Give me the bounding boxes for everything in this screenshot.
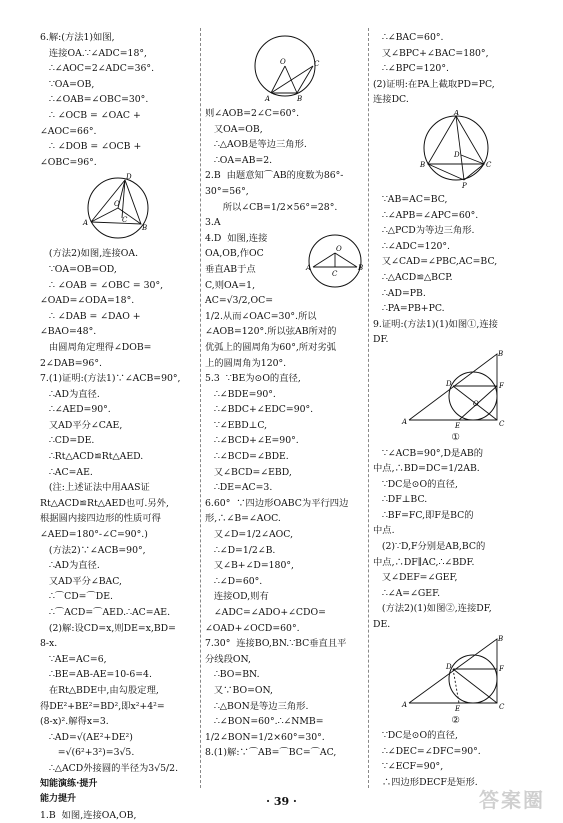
text-line: ∵OA=OB=OD, (40, 263, 117, 275)
svg-text:F: F (498, 381, 504, 390)
svg-text:D: D (125, 173, 132, 182)
text-line: ∴AD为直径. (40, 560, 100, 572)
svg-text:D: D (453, 150, 460, 159)
text-line: ∴ ∠OAB = ∠OBC = 30°, (40, 279, 164, 291)
text-line: 又∠DEF=∠GEF, (373, 572, 458, 584)
text-line: ∴∠AOC=2∠ADC=36°. (40, 63, 155, 75)
text-line: 得DE²+BE²=BD²,即x²+4²= (40, 700, 165, 712)
svg-text:D: D (445, 662, 452, 671)
text-line: DE. (373, 619, 391, 631)
text-line: ∴OA=AB=2. (205, 154, 273, 166)
text-line: 则∠AOB=2∠C=60°. (205, 108, 300, 119)
text-line: ∴PA=PB+PC. (373, 303, 445, 315)
text-line: 垂直AB于点 (205, 263, 256, 275)
svg-text:B: B (297, 95, 303, 103)
text-line: ∴△PCD为等边三角形. (373, 225, 475, 237)
text-line: ∴∠ADC=120°. (373, 240, 450, 252)
text-line: 中点,∴BD=DC=1/2AB. (373, 463, 480, 475)
svg-text:B: B (497, 634, 503, 643)
circle-figure-q8 (414, 110, 498, 190)
text-line: =√(6²+3²)=3√5. (40, 747, 135, 759)
text-line: ∴ ∠OCB = ∠OAC + (40, 109, 141, 121)
text-line: 中点,∴DF∥AC,∴∠BDF. (373, 556, 475, 568)
text-line: 3.A (205, 217, 221, 229)
text-line: ∴DF⊥BC. (373, 494, 428, 506)
column-divider-1 (200, 28, 201, 788)
triangle-circle-figure-1 (401, 350, 511, 428)
svg-text:P: P (461, 181, 467, 190)
text-line: 连接DC. (373, 94, 409, 106)
column-divider-2 (368, 28, 369, 788)
svg-text:D: D (445, 379, 452, 388)
svg-text:B: B (141, 224, 147, 233)
text-line: ∵∠ACB=90°,D是AB的 (373, 447, 484, 459)
text-line: 分线段ON, (205, 653, 252, 665)
text-line: ∴∠D=60°. (205, 575, 263, 587)
text-line: 又AD平分∠CAE, (40, 419, 123, 431)
text-line: ∠AOC=66°. (40, 125, 97, 137)
page-number: · 39 · (266, 795, 297, 808)
text-line: ∵AB=AC=BC, (373, 193, 448, 205)
text-line: C,则OA=1, (205, 279, 256, 291)
text-line: ∴⌒CD=⌒DE. (40, 591, 113, 603)
svg-text:A: A (401, 700, 407, 709)
text-line: 又∠CAD=∠PBC,AC=BC, (373, 256, 498, 268)
svg-text:B: B (419, 160, 425, 169)
text-line: ∴BF=FC,即F是BC的 (373, 509, 474, 521)
svg-text:O: O (472, 399, 479, 408)
text-line: ∴BO=BN. (205, 669, 260, 681)
text-line: 又∠BPC+∠BAC=180°, (373, 47, 489, 59)
svg-text:C: C (314, 60, 320, 68)
text-line: AC=√3/2,OC= (205, 295, 273, 307)
text-line: ∴∠BAC=60°. (373, 32, 444, 43)
text-line: ∴∠DEC=∠DFC=90°. (373, 745, 481, 757)
svg-text:C: C (121, 216, 127, 225)
svg-text:B: B (358, 263, 364, 272)
text-line: 所以∠CB=1/2×56°=28°. (205, 201, 338, 213)
text-line: ∴∠BDE=90°. (205, 388, 276, 400)
svg-text:A: A (453, 109, 459, 117)
subsection-heading: 能力提升 (40, 794, 77, 805)
text-line: 又AD平分∠BAC, (40, 575, 123, 587)
text-line: 形,∴∠B=∠AOC. (205, 513, 281, 525)
column-2 (205, 30, 365, 761)
text-line: 又∵BO=ON, (205, 684, 274, 696)
text-line: 1/2∠BON=1/2×60°=30°. (205, 731, 325, 743)
text-line: ∴DE=AC=3. (205, 482, 273, 494)
text-line: 2∠DAB=96°. (40, 357, 102, 369)
text-line: ∵∠ECF=90°, (373, 761, 444, 773)
svg-text:A: A (265, 95, 271, 103)
svg-text:E: E (454, 421, 460, 428)
text-line: ∴∠BCD=∠BDE. (205, 451, 289, 463)
text-line: 6.60° ∵四边形OABC为平行四边 (205, 497, 349, 509)
svg-text:A: A (82, 219, 88, 228)
text-line: 连接OA.∵∠ADC=18°, (40, 47, 147, 59)
text-line: (方法2)如图,连接OA. (40, 248, 139, 260)
text-line: ∵∠EBD⊥C, (205, 419, 268, 431)
column-1 (40, 30, 195, 823)
text-line: ∴∠APB=∠APC=60°. (373, 209, 479, 221)
text-line: ∠AOB=120°.所以弦AB所对的 (205, 326, 337, 338)
text-line: ∴∠AED=90°. (40, 404, 111, 416)
text-line: ∠OBC=96°. (40, 156, 97, 168)
text-line: ∵AE=AC=6, (40, 653, 107, 665)
text-line: (方法2)∵∠ACB=90°, (40, 544, 146, 556)
text-line: ∴∠BON=60°.∴∠NMB= (205, 716, 324, 728)
svg-text:E: E (454, 704, 460, 711)
figure-label-2: ② (451, 714, 460, 726)
text-line: ∴AC=AE. (40, 466, 93, 478)
text-line: 又OA=OB, (205, 123, 263, 135)
text-line: ∵DC是⊙O的直径, (373, 730, 458, 742)
text-line: 又∠D=1/2∠AOC, (205, 529, 294, 541)
text-line: ∴∠A=∠GEF. (373, 587, 441, 599)
text-line: 6.解:(方法1)如图, (40, 32, 115, 43)
text-line: ∴∠OAB=∠OBC=30°. (40, 94, 149, 106)
text-line: (2)∵D,F分别是AB,BC的 (373, 541, 486, 553)
text-line: 优弧上的圆周角为60°,所对劣弧 (205, 341, 336, 353)
text-line: 9.证明:(方法1)(1)如图①,连接 (373, 318, 498, 330)
text-line: ∴AD=√(AE²+DE²) (40, 731, 133, 743)
text-line: (8-x)².解得x=3. (40, 716, 109, 728)
text-line: ∴AD为直径. (40, 388, 100, 400)
svg-text:O: O (336, 244, 342, 253)
svg-text:A: A (401, 417, 407, 426)
text-line: 7.(1)证明:(方法1)∵∠ACB=90°, (40, 373, 181, 385)
text-line: (方法2)(1)如图②,连接DF, (373, 603, 492, 615)
text-line: ∠ADC=∠ADO+∠CDO= (205, 607, 326, 618)
text-line: ∴AD=PB. (373, 287, 426, 299)
text-line: ∠AED=180°-∠C=90°.) (40, 529, 148, 541)
text-line: 5.3 ∵BE为⊙O的直径, (205, 373, 301, 385)
text-line: ∴∠BPC=120°. (373, 63, 449, 75)
text-line: ∴∠BDC+∠EDC=90°. (205, 404, 314, 416)
text-line: 在Rt△BDE中,由勾股定理, (40, 684, 159, 696)
text-line: (2)解:设CD=x,则DE=x,BD= (40, 622, 176, 634)
triangle-circle-figure-2 (401, 635, 511, 711)
text-line: ∴△BON是等边三角形. (205, 700, 309, 712)
text-line: ∴∠D=1/2∠B. (205, 544, 276, 556)
circle-figure-q6 (78, 172, 158, 244)
text-line: 8-x. (40, 638, 58, 650)
text-line: 连接OD,则有 (205, 591, 269, 603)
text-line: ∴Rt△ACD≌Rt△AED. (40, 451, 144, 463)
section-heading: 知能演练·提升 (40, 778, 98, 789)
text-line: 30°=56°, (205, 185, 249, 197)
text-line: DF. (373, 334, 389, 346)
text-line: ∴四边形DECF是矩形. (373, 777, 478, 788)
text-line: ∴△ACD≌△BCP. (373, 271, 453, 283)
text-line: ∠BAO=48°. (40, 326, 97, 338)
text-line: ∵OA=OB, (40, 78, 95, 90)
text-line: 又∠B+∠D=180°, (205, 560, 294, 572)
text-line: OA,OB,作OC (205, 248, 264, 260)
text-line: ∴⌒ACD=⌒AED.∴AC=AE. (40, 607, 171, 618)
column-3 (373, 30, 538, 791)
text-line: 1.B 如图,连接OA,OB, (40, 809, 137, 821)
svg-text:O: O (280, 58, 286, 66)
text-line: 根据圆内接四边形的性质可得 (40, 513, 161, 525)
text-line: Rt△ACD≌Rt△AED也可.另外, (40, 497, 169, 509)
text-line: ∴ ∠DOB = ∠OCB + (40, 141, 142, 153)
text-line: ∴∠BCD+∠E=90°. (205, 435, 299, 447)
text-line: 中点. (373, 525, 395, 537)
text-line: ∵DC是⊙O的直径, (373, 478, 458, 490)
text-line: 2.B 由题意知⌒AB的度数为86°- (205, 170, 344, 182)
svg-text:C: C (332, 269, 338, 278)
figure-label-1: ① (451, 431, 460, 443)
text-line: ∠OAD+∠OCD=60°. (205, 622, 300, 634)
svg-text:C: C (485, 160, 491, 169)
text-line: 1/2.从而∠OAC=30°.所以 (205, 310, 317, 322)
circle-figure-q4 (305, 231, 365, 291)
text-line: ∴ ∠DAB = ∠DAO + (40, 310, 141, 322)
text-line: ∴△ACD外接圆的半径为3√5/2. (40, 762, 179, 774)
svg-text:A: A (306, 263, 312, 272)
text-line: 上的圆周角为120°. (205, 357, 287, 369)
text-line: 8.(1)解:∵⌒AB=⌒BC=⌒AC, (205, 747, 337, 759)
text-line: 7.30° 连接BO,BN.∵BC垂直且平 (205, 638, 347, 650)
svg-text:C: C (498, 702, 504, 711)
text-line: 又∠BCD=∠EBD, (205, 466, 292, 478)
watermark: 答案圈 (479, 788, 545, 812)
text-line: (2)证明:在PA上截取PD=PC, (373, 78, 495, 90)
circle-figure-q1 (247, 32, 323, 104)
text-line: ∴△AOB是等边三角形. (205, 139, 307, 151)
svg-text:O: O (113, 200, 120, 209)
text-line: ∠OAD=∠ODA=18°. (40, 295, 135, 307)
svg-text:B: B (497, 349, 503, 358)
text-line: (注:上述证法中用AAS证 (40, 482, 150, 494)
text-line: ∴CD=DE. (40, 435, 95, 447)
text-line: 由圆周角定理得∠DOB= (40, 341, 152, 353)
svg-text:C: C (498, 419, 504, 428)
text-line: 4.D 如图,连接 (205, 232, 268, 244)
svg-text:F: F (498, 664, 504, 673)
text-line: ∴BE=AB-AE=10-6=4. (40, 669, 152, 681)
